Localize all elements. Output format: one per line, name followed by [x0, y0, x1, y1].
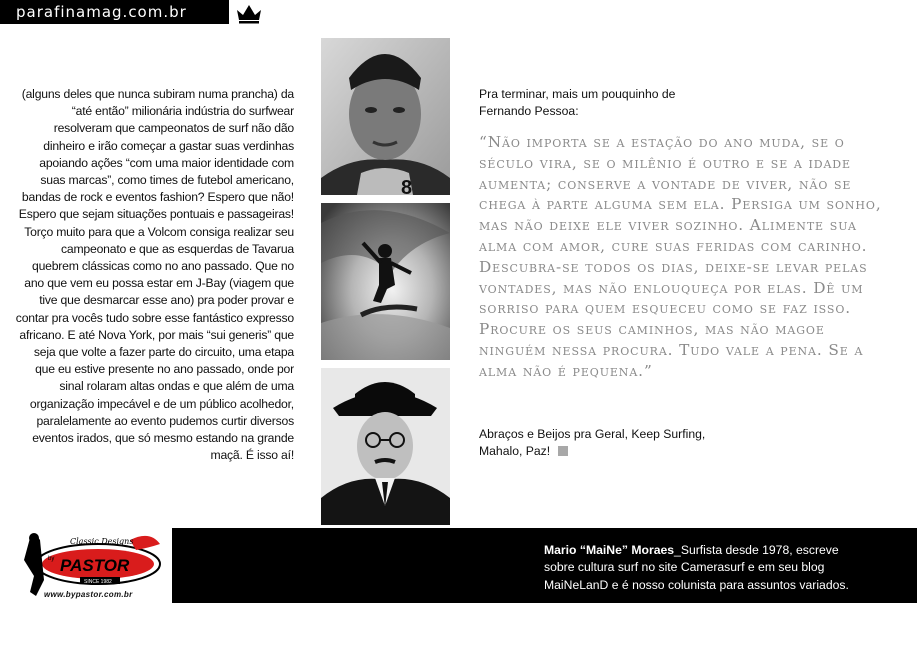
pessoa-quote: “Não importa se a estação do ano muda, se o século vira, se o milênio é outro e se a idade aumenta; conserve a vontade de viver, não se chega à parte alguma sem ela. Persiga um sonho, mas não deixe ele viver sozinho. Alimente sua alma com amor, cure suas feridas com carinho. Descubra-se todos os dias, deixe-se levar pelas vontades, mas não enlouqueça por elas. Dê um sorriso para quem esqueceu como se faz isso. Procure os seus caminhos, mas não magoe ninguém nessa procura. Tudo vale a pena. Se a alma não é pequena.” [479, 133, 882, 380]
surfer-barrel-photo [321, 203, 450, 360]
logo-by-text: by [48, 556, 55, 562]
signoff-line-2: Mahalo, Paz! [479, 444, 551, 459]
surfer-portrait-photo [321, 38, 450, 195]
article-left-column: (alguns deles que nunca subiram numa prancha) da “até então” milionária indústria do surfwear resolveram que campeonatos de surf não dão dinheiro e irão começar a gastar suas verdinhas apoiando ações “com uma maior identidade com suas marcas”, como times de futebol americano, bandas de rock e eventos fashion? Espero que não! Espero que sejam situações pontuais e passageiras! Torço muito para que a Volcom consiga realizar seu campeonato e que as esquerdas de Tavarua quebrem clássicas como no ano passado. Que no ano que vem eu possa estar em J-Bay (viagem que tive que desmarcar esse ano) pra poder provar e contar pra vocês tudo sobre esse fantástico expresso africano. E até Nova York, por mais “sui generis” que seja que volte a fazer parte do circuito, uma etapa que eu estive presente no ano passado, onde por sinal rolaram altas ondas e que além de uma organização impecável e de um público acolhedor, paralelamente ao evento pudemos curtir diversos eventos irados, que só mesmo estando na grande maçã. É isso aí! [15, 87, 294, 463]
signoff-line-1: Abraços e Beijos pra Geral, Keep Surfing, [479, 427, 706, 441]
logo-since-text: SINCE 1982 [84, 579, 112, 585]
intro-line-1: Pra terminar, mais um pouquinho de [479, 87, 676, 101]
site-name[interactable]: parafinamag.com.br [16, 3, 187, 21]
logo-url[interactable]: www.bypastor.com.br [44, 590, 133, 599]
logo-brand-text: PASTOR [60, 556, 130, 575]
intro-text [479, 86, 739, 120]
author-description: _Surfista desde 1978, escreve sobre cultura surf no site Camerasurf e em seu blog MaiNeLanD e é nosso colunista para assuntos variados. [544, 543, 849, 592]
crown-icon [234, 2, 264, 24]
svg-text:8: 8 [401, 177, 413, 195]
end-of-article-icon [558, 446, 568, 456]
author-bio [544, 542, 864, 594]
author-name: Mario “MaiNe” Moraes [544, 543, 675, 557]
fernando-pessoa-photo [321, 368, 450, 525]
signoff-line-2-wrap [479, 443, 779, 460]
site-header-bar [0, 0, 229, 24]
signoff [479, 426, 779, 460]
intro-line-2: Fernando Pessoa: [479, 104, 579, 119]
logo-script-text: Classic Designs [70, 537, 134, 546]
